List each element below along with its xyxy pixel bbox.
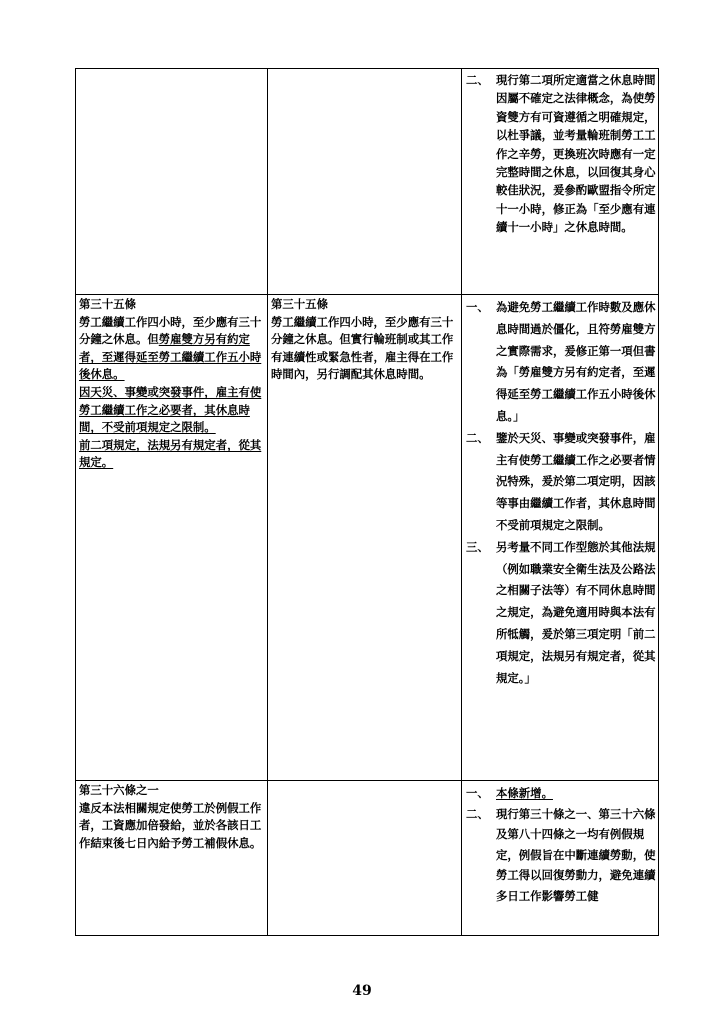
notes-cell xyxy=(462,295,659,781)
current-cell xyxy=(268,69,462,295)
explanation-text: 現行第二項所定適當之休息時間因屬不確定之法律概念，為使勞資雙方有可資遵循之明確規定，以杜爭議，並考量輪班制勞工工作之辛勞，更換班次時應有一定完整時間之休息，以回復其身心較佳狀況，爰參酌歐盟指令所定十一小時，修正為「至少應有連續十一小時」之休息時間。 xyxy=(496,73,656,235)
explanation-item xyxy=(466,804,656,907)
amended-paragraph xyxy=(79,314,265,384)
page-number: 49 xyxy=(352,983,372,999)
current-cell xyxy=(268,295,462,781)
explanation-number: 二、 xyxy=(466,430,489,445)
amended-paragraph xyxy=(79,296,265,314)
amended-paragraph xyxy=(79,384,265,437)
explanation-text: 鑒於天災、事變或突發事件，雇主有使勞工繼續工作之必要者情況特殊，爰於第二項定明，因該等事由繼續工作者，其休息時間不受前項規定之限制。 xyxy=(496,430,656,532)
table-row xyxy=(76,295,659,781)
current-paragraph: 勞工繼續工作四小時，至少應有三十分鐘之休息。但實行輪班制或其工作有連續性或緊急性者，雇主得在工作時間內，另行調配其休息時間。 xyxy=(271,314,454,382)
amended-text-underlined: 前二項規定，法規另有規定者，從其規定。 xyxy=(79,437,262,470)
amended-text: 違反本法相關規定使勞工於例假工作者，工資應加倍發給，並於各該日工作結束後七日內給予勞工補假休息。 xyxy=(79,800,262,850)
comparison-table xyxy=(75,68,659,936)
amended-text: 勞工繼續工作四小時，至少應有三十分鐘之休息。但 xyxy=(79,314,262,347)
amended-paragraph xyxy=(79,800,265,853)
table-row xyxy=(76,69,659,295)
explanation-number: 二、 xyxy=(466,806,489,821)
explanation-item xyxy=(466,297,656,428)
current-paragraph: 第三十五條 xyxy=(271,297,328,311)
explanation-text: 現行第三十條之一、第三十六條及第八十四條之一均有例假規定，例假旨在中斷連續勞動，使勞工得以回復勞動力，避免連續多日工作影響勞工健 xyxy=(496,806,656,903)
current-cell xyxy=(268,781,462,936)
explanation-item xyxy=(466,537,656,690)
notes-cell xyxy=(462,69,659,295)
explanation-text: 為避免勞工繼續工作時數及應休息時間過於僵化，且符勞雇雙方之實際需求，爰修正第一項但書為「勞雇雙方另有約定者，至遲得延至勞工繼續工作五小時後休息。」 xyxy=(496,300,656,423)
explanation-text: 另考量不同工作型態於其他法規（例如職業安全衛生法及公路法之相關子法等）有不同休息時間之規定，為避免適用時與本法有所牴觸，爰於第三項定明「前二項規定，法規另有規定者，從其規定。」 xyxy=(496,539,656,685)
explanation-item xyxy=(466,783,656,804)
notes-cell xyxy=(462,781,659,936)
explanation-text xyxy=(496,783,656,804)
explanation-item xyxy=(466,71,656,237)
explanation-number: 一、 xyxy=(466,786,489,800)
explanation-item xyxy=(466,428,656,537)
amended-text: 第三十六條之一 xyxy=(79,783,159,797)
explanation-number: 二、 xyxy=(466,73,489,87)
explanation-number: 三、 xyxy=(466,539,489,554)
amended-paragraph xyxy=(79,782,265,800)
table-row xyxy=(76,781,659,936)
amended-paragraph xyxy=(79,437,265,472)
amended-text-underlined: 勞雇雙方另有約定者，至遲得延至勞工繼續工作五小時後休息。 xyxy=(79,332,262,382)
amended-text-underlined: 因天災、事變或突發事件，雇主有使勞工繼續工作之必要者，其休息時間，不受前項規定之限制。 xyxy=(79,384,262,435)
amended-text: 第三十五條 xyxy=(79,297,136,311)
amended-cell xyxy=(76,781,268,936)
explanation-number: 一、 xyxy=(466,300,489,314)
explanation-text-underlined: 本條新增。 xyxy=(496,786,553,800)
amended-cell xyxy=(76,69,268,295)
amended-cell xyxy=(76,295,268,781)
